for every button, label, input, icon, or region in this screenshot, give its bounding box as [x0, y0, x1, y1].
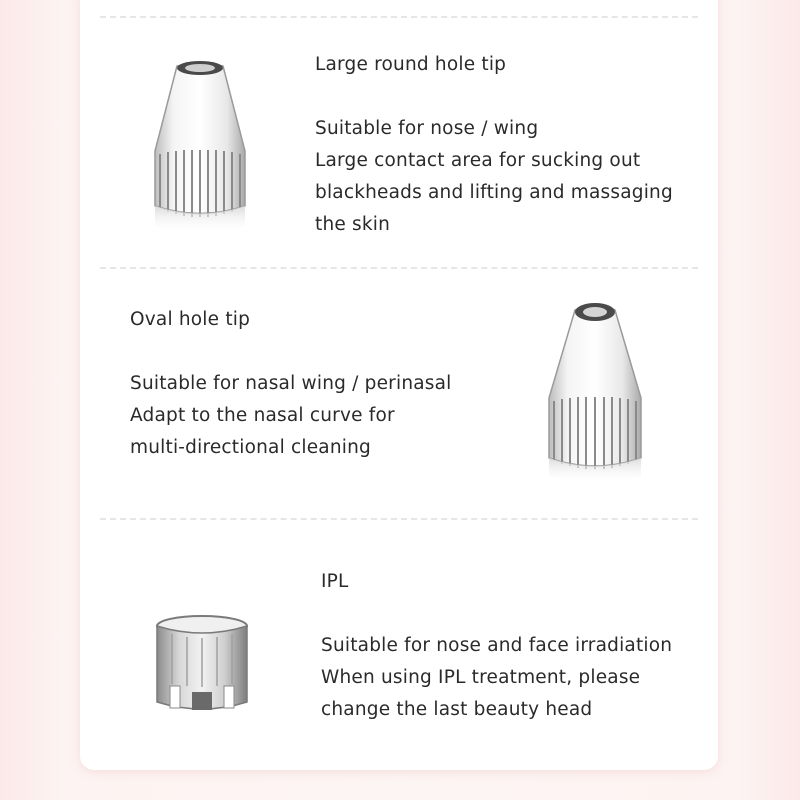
section-divider: [100, 518, 698, 520]
ipl-tip-image: [152, 610, 252, 720]
section-title: Large round hole tip: [315, 54, 507, 75]
description-line: Adapt to the nasal curve for: [130, 405, 395, 426]
description-line: blackheads and lifting and massaging: [315, 182, 673, 203]
oval-hole-tip-image: [545, 298, 645, 493]
description-line: Suitable for nose and face irradiation: [321, 635, 673, 656]
description-line: change the last beauty head: [321, 699, 593, 720]
oval-hole-tip-text: [130, 304, 452, 464]
large-round-hole-tip-text: [315, 49, 673, 241]
description-line: Large contact area for sucking out: [315, 150, 641, 171]
description-line: Suitable for nasal wing / perinasal: [130, 373, 452, 394]
description-line: the skin: [315, 214, 391, 235]
section-divider: [100, 267, 698, 269]
description-line: Suitable for nose / wing: [315, 118, 539, 139]
section-divider: [100, 16, 698, 18]
description-line: multi-directional cleaning: [130, 437, 371, 458]
ipl-text: [321, 566, 672, 726]
large-round-hole-tip-image: [150, 56, 250, 246]
description-line: When using IPL treatment, please: [321, 667, 641, 688]
section-title: Oval hole tip: [130, 309, 251, 330]
section-title: IPL: [321, 571, 349, 592]
